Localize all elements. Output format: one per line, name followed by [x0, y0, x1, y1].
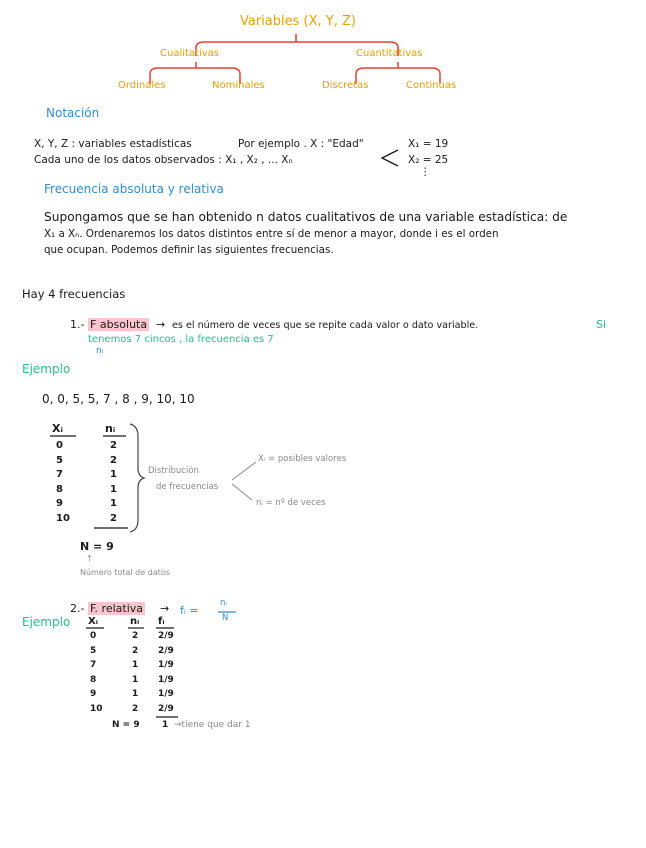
item1-arrow: →: [156, 318, 166, 331]
ejemplo1-data: 0, 0, 5, 5, 7 , 8 , 9, 10, 10: [42, 392, 195, 406]
table2-head-f: fᵢ: [158, 616, 165, 627]
hay-frecuencias: Hay 4 frecuencias: [22, 287, 126, 301]
table1-xi-cell: 0: [56, 440, 63, 451]
table1-ni-cell: 1: [110, 469, 117, 480]
table1-ni-cell: 1: [110, 483, 117, 495]
tree-root: Variables (X, Y, Z): [240, 14, 356, 29]
ejemplo1-label: Ejemplo: [22, 362, 71, 376]
table2-xi-cell: 9: [90, 689, 97, 699]
table2-ni-cell: 1: [132, 674, 139, 685]
tree-cuantitativas: Cuantitativas: [356, 48, 423, 59]
frecuencia-p2: X₁ a Xₙ. Ordenaremos los datos distintos entre sí de menor a mayor, donde i es el orden: [44, 228, 499, 240]
table2-fi-cell: 2/9: [158, 645, 174, 656]
table1-ni-cell: 2: [110, 454, 117, 466]
table2-xi-cell: 8: [90, 674, 97, 685]
table2-sum: 1: [162, 720, 169, 730]
table1-total: N = 9: [80, 540, 114, 553]
table2-fi-cell: 1/9: [158, 674, 174, 685]
table1-head-n: nᵢ: [105, 422, 116, 435]
total-arrow: ↑: [86, 554, 93, 563]
tree-continuas: Continuas: [406, 80, 457, 91]
table1-xi-cell: 9: [56, 498, 63, 509]
formula-f: fᵢ =: [180, 604, 199, 617]
tree-discretas: Discretas: [322, 80, 369, 91]
table2-ni-cell: 2: [132, 703, 139, 714]
notacion-x1: X₁ = 19: [408, 138, 449, 150]
table2-xi-cell: 10: [90, 703, 103, 714]
notacion-heading: Notación: [46, 106, 100, 120]
table2-xi-column: [90, 631, 103, 718]
table2-fi-cell: 1/9: [158, 689, 174, 699]
formula-denominator: N: [222, 613, 229, 623]
tree-ordinales: Ordinales: [118, 80, 166, 91]
table2-xi-cell: 5: [90, 645, 97, 656]
notacion-line1: X, Y, Z : variables estadísticas: [34, 138, 192, 150]
item1-desc: es el número de veces que se repite cada valor o dato variable.: [172, 320, 479, 331]
table2-ni-cell: 1: [132, 689, 139, 699]
frecuencia-p1: Supongamos que se han obtenido n datos cualitativos de una variable estadística: de: [44, 210, 568, 224]
table2-ni-cell: 2: [132, 645, 139, 656]
item1-label-text: F absoluta: [90, 318, 148, 331]
table1-ni-cell: 2: [110, 512, 117, 524]
table1-head-x: Xᵢ: [52, 422, 63, 435]
dist-label-1: Distribución: [148, 466, 199, 476]
table2-fi-cell: 1/9: [158, 660, 174, 670]
tree-cualitativas: Cualitativas: [160, 48, 220, 59]
frecuencia-heading: Frecuencia absoluta y relativa: [44, 182, 224, 196]
tree-nominales: Nominales: [212, 80, 265, 91]
table2-fi-column: [158, 631, 174, 718]
table1-xi-cell: 5: [56, 454, 63, 466]
table1-xi-column: [56, 440, 70, 527]
ejemplo2-label: Ejemplo: [22, 615, 71, 629]
notacion-x2: X₂ = 25: [408, 154, 449, 166]
total-note: Número total de datos: [80, 568, 170, 577]
table2-fi-cell: 2/9: [158, 703, 174, 714]
item1-symbol: nᵢ: [96, 346, 104, 356]
arrow-to-ni-note: [232, 484, 252, 500]
item1-green-b: tenemos 7 cincos , la frecuencia es 7: [88, 334, 274, 345]
table2-head-x: Xᵢ: [88, 616, 98, 627]
table2-xi-cell: 7: [90, 660, 97, 670]
table1-ni-cell: 2: [110, 440, 117, 451]
item1-label: [88, 318, 149, 331]
table1-xi-cell: 7: [56, 469, 63, 480]
frecuencia-p3: que ocupan. Podemos definir las siguientes frecuencias.: [44, 244, 334, 256]
table2-fi-cell: 2/9: [158, 631, 174, 641]
item2-label-text: F. relativa: [90, 602, 144, 615]
table1-xi-cell: 10: [56, 512, 70, 524]
xi-note: Xᵢ = posibles valores: [258, 454, 347, 464]
table1-xi-cell: 8: [56, 483, 63, 495]
notacion-line2: Cada uno de los datos observados : X₁ , X₂ , ... Xₙ: [34, 154, 293, 166]
table1-ni-column: [110, 440, 117, 527]
arrow-to-xi-note: [232, 462, 256, 480]
item2-arrow: →: [160, 602, 170, 615]
item1-number: 1.-: [70, 318, 85, 331]
example-arrow: [382, 150, 398, 166]
formula-numerator: nᵢ: [220, 598, 227, 608]
table2-sum-note: →tiene que dar 1: [174, 720, 251, 730]
ni-note: nᵢ = nº de veces: [256, 498, 326, 508]
dist-label-2: de frecuencias: [156, 482, 219, 492]
notacion-dots: ⋮: [420, 166, 431, 178]
table2-head-n: nᵢ: [130, 616, 140, 627]
table2-ni-cell: 1: [132, 660, 139, 670]
table2-ni-cell: 2: [132, 631, 139, 641]
table2-xi-cell: 0: [90, 631, 97, 641]
notacion-example: Por ejemplo . X : "Edad": [238, 138, 364, 150]
item2-number: 2.-: [70, 602, 85, 615]
table2-total: N = 9: [112, 720, 140, 730]
item2-label: [88, 602, 145, 615]
distribution-brace: [130, 424, 144, 532]
item1-green-a: Si: [596, 318, 607, 331]
table2-ni-column: [132, 631, 138, 718]
table1-ni-cell: 1: [110, 498, 117, 509]
